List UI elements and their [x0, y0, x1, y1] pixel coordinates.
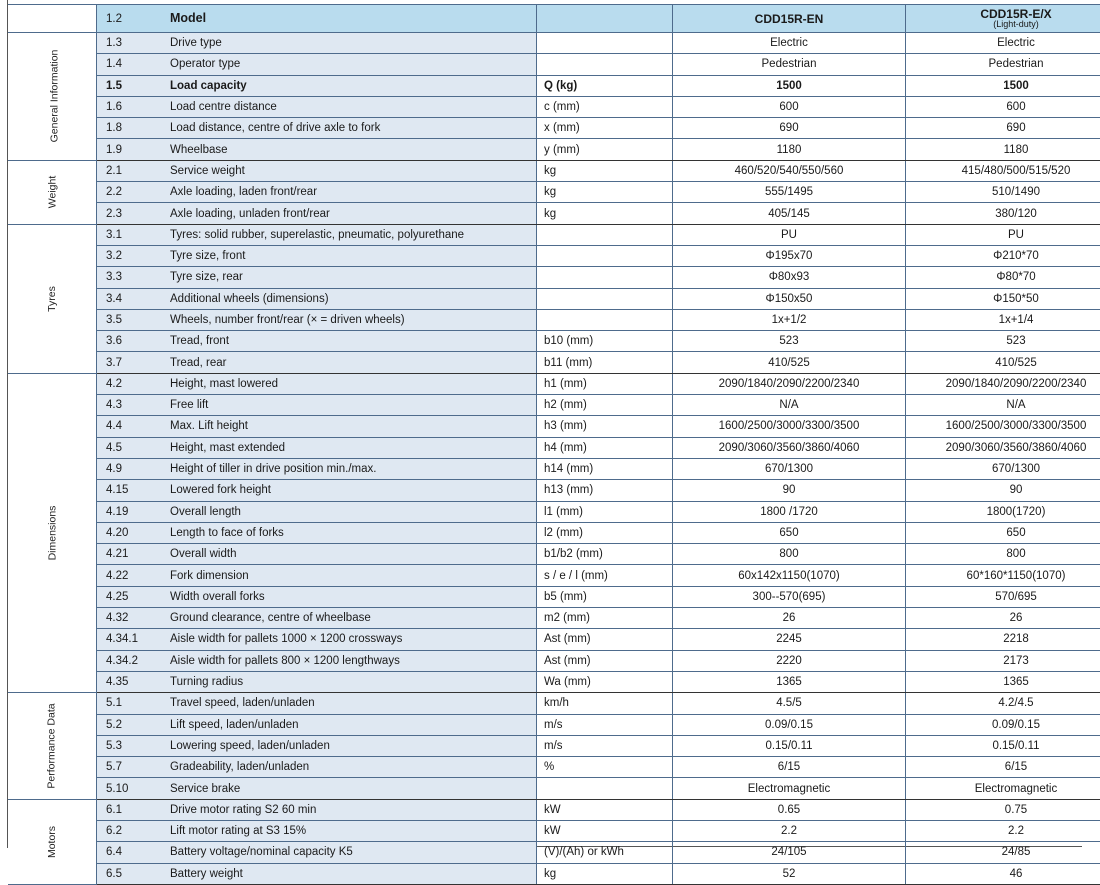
row-name: Battery voltage/nominal capacity K5	[162, 842, 537, 863]
row-number: 6.2	[97, 820, 163, 841]
row-value-cdd15r-ex: N/A	[906, 395, 1100, 416]
row-number: 4.20	[97, 522, 163, 543]
row-value-cdd15r-ex: 4.2/4.5	[906, 693, 1100, 714]
table-row	[8, 267, 1100, 288]
row-unit: b10 (mm)	[537, 331, 673, 352]
row-number: 5.1	[97, 693, 163, 714]
row-value-cdd15r-en: 4.5/5	[673, 693, 906, 714]
row-number: 3.7	[97, 352, 163, 373]
row-name: Lowered fork height	[162, 480, 537, 501]
table-row	[8, 586, 1100, 607]
row-value-cdd15r-en: 90	[673, 480, 906, 501]
row-number: 4.2	[97, 373, 163, 394]
row-unit: y (mm)	[537, 139, 673, 160]
row-value-cdd15r-en: PU	[673, 224, 906, 245]
row-value-cdd15r-en: 2245	[673, 629, 906, 650]
row-name: Tyre size, front	[162, 245, 537, 266]
row-value-cdd15r-ex: Φ150*50	[906, 288, 1100, 309]
row-name: Operator type	[162, 54, 537, 75]
row-value-cdd15r-ex: Pedestrian	[906, 54, 1100, 75]
row-name: Overall length	[162, 501, 537, 522]
row-unit: kg	[537, 160, 673, 181]
row-name: Tread, rear	[162, 352, 537, 373]
col1-title: CDD15R-EN	[673, 13, 905, 25]
table-row	[8, 245, 1100, 266]
row-value-cdd15r-ex: 1800(1720)	[906, 501, 1100, 522]
row-unit: Wa (mm)	[537, 671, 673, 692]
row-value-cdd15r-en: 600	[673, 96, 906, 117]
table-row	[8, 693, 1100, 714]
row-name: Ground clearance, centre of wheelbase	[162, 608, 537, 629]
row-number: 4.22	[97, 565, 163, 586]
header-row	[8, 5, 1100, 33]
row-value-cdd15r-en: 2090/1840/2090/2200/2340	[673, 373, 906, 394]
row-number: 4.4	[97, 416, 163, 437]
row-value-cdd15r-ex: 6/15	[906, 757, 1100, 778]
row-value-cdd15r-ex: 523	[906, 331, 1100, 352]
row-name: Additional wheels (dimensions)	[162, 288, 537, 309]
table-row	[8, 735, 1100, 756]
table-row	[8, 118, 1100, 139]
row-name: Load centre distance	[162, 96, 537, 117]
row-name: Service brake	[162, 778, 537, 799]
table-row	[8, 395, 1100, 416]
table-row	[8, 33, 1100, 54]
row-value-cdd15r-ex: 410/525	[906, 352, 1100, 373]
row-value-cdd15r-ex: 0.15/0.11	[906, 735, 1100, 756]
table-row	[8, 522, 1100, 543]
row-unit: b11 (mm)	[537, 352, 673, 373]
row-unit: h1 (mm)	[537, 373, 673, 394]
row-unit	[537, 224, 673, 245]
row-name: Wheels, number front/rear (× = driven wheels)	[162, 309, 537, 330]
row-value-cdd15r-ex: Φ210*70	[906, 245, 1100, 266]
row-name: Axle loading, laden front/rear	[162, 182, 537, 203]
row-value-cdd15r-ex: 2218	[906, 629, 1100, 650]
row-value-cdd15r-en: 0.09/0.15	[673, 714, 906, 735]
row-unit: kW	[537, 799, 673, 820]
row-value-cdd15r-ex: PU	[906, 224, 1100, 245]
row-value-cdd15r-en: 1800 /1720	[673, 501, 906, 522]
row-name: Height, mast lowered	[162, 373, 537, 394]
row-number: 5.2	[97, 714, 163, 735]
row-unit: h2 (mm)	[537, 395, 673, 416]
col2-subtitle: (Light-duty)	[906, 20, 1100, 29]
group-label-cell	[8, 33, 97, 161]
table-row	[8, 373, 1100, 394]
row-unit	[537, 288, 673, 309]
row-value-cdd15r-en: 52	[673, 863, 906, 884]
row-unit: h14 (mm)	[537, 458, 673, 479]
row-unit: h13 (mm)	[537, 480, 673, 501]
row-value-cdd15r-ex: 670/1300	[906, 458, 1100, 479]
group-label-cell	[8, 693, 97, 799]
row-number: 4.34.2	[97, 650, 163, 671]
row-number: 4.9	[97, 458, 163, 479]
row-number: 3.4	[97, 288, 163, 309]
table-row	[8, 629, 1100, 650]
row-name: Lowering speed, laden/unladen	[162, 735, 537, 756]
row-value-cdd15r-en: 60x142x1150(1070)	[673, 565, 906, 586]
table-row	[8, 182, 1100, 203]
row-value-cdd15r-ex: 1600/2500/3000/3300/3500	[906, 416, 1100, 437]
row-value-cdd15r-en: 300--570(695)	[673, 586, 906, 607]
spec-table	[8, 4, 1100, 885]
group-label: General Information	[47, 50, 61, 143]
table-row	[8, 650, 1100, 671]
row-name: Height of tiller in drive position min./max.	[162, 458, 537, 479]
row-value-cdd15r-ex: 690	[906, 118, 1100, 139]
row-value-cdd15r-ex: 1365	[906, 671, 1100, 692]
row-name: Battery weight	[162, 863, 537, 884]
row-name: Axle loading, unladen front/rear	[162, 203, 537, 224]
row-value-cdd15r-en: 650	[673, 522, 906, 543]
table-row	[8, 671, 1100, 692]
table-row	[8, 714, 1100, 735]
row-name: Tread, front	[162, 331, 537, 352]
table-row	[8, 778, 1100, 799]
header-col1	[673, 5, 906, 33]
row-unit: l1 (mm)	[537, 501, 673, 522]
row-number: 4.5	[97, 437, 163, 458]
row-value-cdd15r-en: Φ150x50	[673, 288, 906, 309]
row-unit: kg	[537, 863, 673, 884]
row-number: 6.5	[97, 863, 163, 884]
row-number: 3.1	[97, 224, 163, 245]
row-number: 5.7	[97, 757, 163, 778]
row-value-cdd15r-ex: Electric	[906, 33, 1100, 54]
row-value-cdd15r-ex: 26	[906, 608, 1100, 629]
row-number: 4.32	[97, 608, 163, 629]
row-value-cdd15r-en: Electromagnetic	[673, 778, 906, 799]
row-value-cdd15r-en: 1500	[673, 75, 906, 96]
row-value-cdd15r-ex: 2090/3060/3560/3860/4060	[906, 437, 1100, 458]
row-number: 1.3	[97, 33, 163, 54]
table-row	[8, 224, 1100, 245]
table-row	[8, 203, 1100, 224]
table-row	[8, 608, 1100, 629]
row-value-cdd15r-en: 405/145	[673, 203, 906, 224]
row-number: 1.8	[97, 118, 163, 139]
row-unit	[537, 778, 673, 799]
row-number: 6.4	[97, 842, 163, 863]
table-row	[8, 288, 1100, 309]
row-value-cdd15r-ex: 46	[906, 863, 1100, 884]
row-number: 1.9	[97, 139, 163, 160]
row-unit: kg	[537, 182, 673, 203]
row-value-cdd15r-ex: 600	[906, 96, 1100, 117]
row-number: 4.25	[97, 586, 163, 607]
row-value-cdd15r-ex: 1180	[906, 139, 1100, 160]
row-unit: h4 (mm)	[537, 437, 673, 458]
row-value-cdd15r-en: Φ195x70	[673, 245, 906, 266]
row-number: 4.34.1	[97, 629, 163, 650]
row-unit	[537, 245, 673, 266]
row-number: 4.35	[97, 671, 163, 692]
row-unit: b5 (mm)	[537, 586, 673, 607]
table-row	[8, 54, 1100, 75]
row-value-cdd15r-ex: 60*160*1150(1070)	[906, 565, 1100, 586]
row-value-cdd15r-en: 1365	[673, 671, 906, 692]
row-name: Turning radius	[162, 671, 537, 692]
row-unit: km/h	[537, 693, 673, 714]
row-unit: kg	[537, 203, 673, 224]
table-row	[8, 842, 1100, 863]
row-unit: h3 (mm)	[537, 416, 673, 437]
row-value-cdd15r-ex: 380/120	[906, 203, 1100, 224]
row-value-cdd15r-en: 24/105	[673, 842, 906, 863]
spec-table-body	[8, 5, 1100, 885]
row-number: 5.10	[97, 778, 163, 799]
row-value-cdd15r-en: 523	[673, 331, 906, 352]
row-unit: l2 (mm)	[537, 522, 673, 543]
row-unit: s / e / l (mm)	[537, 565, 673, 586]
row-value-cdd15r-ex: Φ80*70	[906, 267, 1100, 288]
row-value-cdd15r-ex: 0.75	[906, 799, 1100, 820]
row-value-cdd15r-en: Pedestrian	[673, 54, 906, 75]
group-label-cell	[8, 373, 97, 692]
row-unit: m/s	[537, 735, 673, 756]
col2-title: CDD15R-E/X	[906, 8, 1100, 20]
row-value-cdd15r-en: 2.2	[673, 820, 906, 841]
row-value-cdd15r-ex: 800	[906, 544, 1100, 565]
row-name: Tyre size, rear	[162, 267, 537, 288]
row-value-cdd15r-en: 555/1495	[673, 182, 906, 203]
table-row	[8, 309, 1100, 330]
table-row	[8, 437, 1100, 458]
table-row	[8, 480, 1100, 501]
model-label: Model	[170, 11, 206, 25]
row-unit	[537, 309, 673, 330]
header-num: 1.2	[97, 5, 163, 33]
row-value-cdd15r-ex: Electromagnetic	[906, 778, 1100, 799]
row-value-cdd15r-ex: 2173	[906, 650, 1100, 671]
row-value-cdd15r-en: 800	[673, 544, 906, 565]
row-unit: x (mm)	[537, 118, 673, 139]
row-value-cdd15r-ex: 1500	[906, 75, 1100, 96]
table-row	[8, 565, 1100, 586]
row-value-cdd15r-en: N/A	[673, 395, 906, 416]
row-value-cdd15r-ex: 0.09/0.15	[906, 714, 1100, 735]
row-unit	[537, 33, 673, 54]
header-col2	[906, 5, 1100, 33]
row-value-cdd15r-en: 0.15/0.11	[673, 735, 906, 756]
row-name: Overall width	[162, 544, 537, 565]
group-label: Dimensions	[45, 506, 59, 561]
row-unit: %	[537, 757, 673, 778]
row-number: 3.2	[97, 245, 163, 266]
table-row	[8, 544, 1100, 565]
table-row	[8, 352, 1100, 373]
row-unit: Q (kg)	[537, 75, 673, 96]
row-name: Width overall forks	[162, 586, 537, 607]
row-unit: m/s	[537, 714, 673, 735]
row-name: Service weight	[162, 160, 537, 181]
row-value-cdd15r-ex: 415/480/500/515/520	[906, 160, 1100, 181]
row-value-cdd15r-en: 2220	[673, 650, 906, 671]
row-value-cdd15r-en: 26	[673, 608, 906, 629]
row-number: 4.21	[97, 544, 163, 565]
row-value-cdd15r-en: 0.65	[673, 799, 906, 820]
row-number: 6.1	[97, 799, 163, 820]
row-name: Height, mast extended	[162, 437, 537, 458]
row-value-cdd15r-en: 690	[673, 118, 906, 139]
table-row	[8, 96, 1100, 117]
row-unit	[537, 267, 673, 288]
row-unit: (V)/(Ah) or kWh	[537, 842, 673, 863]
row-number: 3.3	[97, 267, 163, 288]
table-row	[8, 501, 1100, 522]
row-number: 2.1	[97, 160, 163, 181]
row-number: 5.3	[97, 735, 163, 756]
row-value-cdd15r-en: 1180	[673, 139, 906, 160]
row-value-cdd15r-en: 460/520/540/550/560	[673, 160, 906, 181]
row-number: 1.4	[97, 54, 163, 75]
row-name: Fork dimension	[162, 565, 537, 586]
row-name: Lift motor rating at S3 15%	[162, 820, 537, 841]
row-unit: b1/b2 (mm)	[537, 544, 673, 565]
row-unit: m2 (mm)	[537, 608, 673, 629]
row-name: Length to face of forks	[162, 522, 537, 543]
row-number: 3.6	[97, 331, 163, 352]
row-name: Max. Lift height	[162, 416, 537, 437]
group-label: Performance Data	[45, 703, 59, 788]
row-name: Load distance, centre of drive axle to fork	[162, 118, 537, 139]
header-group-cell	[8, 5, 97, 33]
row-number: 4.15	[97, 480, 163, 501]
row-value-cdd15r-ex: 1x+1/4	[906, 309, 1100, 330]
row-name: Aisle width for pallets 800 × 1200 lengthways	[162, 650, 537, 671]
header-unit	[537, 5, 673, 33]
table-row	[8, 331, 1100, 352]
row-name: Load capacity	[162, 75, 537, 96]
row-number: 2.2	[97, 182, 163, 203]
row-value-cdd15r-ex: 570/695	[906, 586, 1100, 607]
row-number: 1.6	[97, 96, 163, 117]
table-row	[8, 863, 1100, 884]
row-name: Drive type	[162, 33, 537, 54]
group-label-cell	[8, 799, 97, 884]
row-value-cdd15r-ex: 2.2	[906, 820, 1100, 841]
row-name: Gradeability, laden/unladen	[162, 757, 537, 778]
row-number: 3.5	[97, 309, 163, 330]
row-value-cdd15r-en: 2090/3060/3560/3860/4060	[673, 437, 906, 458]
row-name: Travel speed, laden/unladen	[162, 693, 537, 714]
header-label	[162, 5, 537, 33]
row-name: Tyres: solid rubber, superelastic, pneumatic, polyurethane	[162, 224, 537, 245]
group-label: Motors	[45, 826, 59, 858]
row-number: 2.3	[97, 203, 163, 224]
row-value-cdd15r-ex: 90	[906, 480, 1100, 501]
group-label: Weight	[45, 176, 59, 209]
row-value-cdd15r-en: 410/525	[673, 352, 906, 373]
table-row	[8, 820, 1100, 841]
row-number: 4.19	[97, 501, 163, 522]
row-name: Lift speed, laden/unladen	[162, 714, 537, 735]
row-name: Wheelbase	[162, 139, 537, 160]
table-row	[8, 416, 1100, 437]
row-name: Free lift	[162, 395, 537, 416]
row-number: 1.5	[97, 75, 163, 96]
row-unit: Ast (mm)	[537, 629, 673, 650]
row-value-cdd15r-ex: 650	[906, 522, 1100, 543]
group-label: Tyres	[45, 286, 59, 312]
row-number: 4.3	[97, 395, 163, 416]
row-value-cdd15r-ex: 510/1490	[906, 182, 1100, 203]
row-value-cdd15r-en: 670/1300	[673, 458, 906, 479]
row-name: Aisle width for pallets 1000 × 1200 crossways	[162, 629, 537, 650]
row-value-cdd15r-en: 6/15	[673, 757, 906, 778]
table-row	[8, 458, 1100, 479]
table-row	[8, 75, 1100, 96]
row-value-cdd15r-en: Electric	[673, 33, 906, 54]
row-unit: c (mm)	[537, 96, 673, 117]
table-row	[8, 757, 1100, 778]
group-label-cell	[8, 224, 97, 373]
table-row	[8, 139, 1100, 160]
row-value-cdd15r-en: Φ80x93	[673, 267, 906, 288]
table-row	[8, 160, 1100, 181]
row-value-cdd15r-ex: 24/85	[906, 842, 1100, 863]
row-name: Drive motor rating S2 60 min	[162, 799, 537, 820]
row-value-cdd15r-en: 1x+1/2	[673, 309, 906, 330]
table-row	[8, 799, 1100, 820]
row-unit	[537, 54, 673, 75]
row-unit: kW	[537, 820, 673, 841]
row-value-cdd15r-en: 1600/2500/3000/3300/3500	[673, 416, 906, 437]
group-label-cell	[8, 160, 97, 224]
row-value-cdd15r-ex: 2090/1840/2090/2200/2340	[906, 373, 1100, 394]
row-unit: Ast (mm)	[537, 650, 673, 671]
